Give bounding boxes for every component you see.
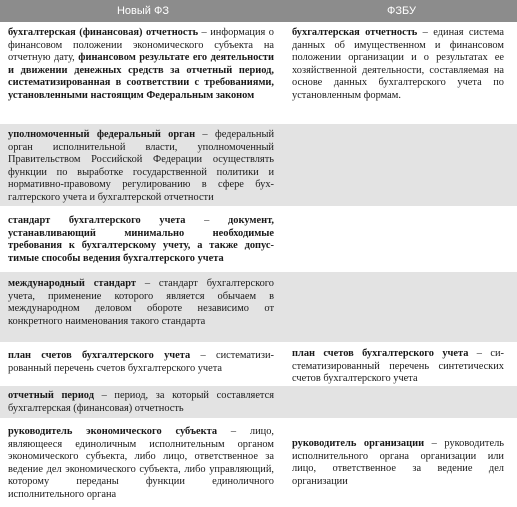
- definition-text: – систематизированный перечень синтетических счетов бухгалтерского учета: [292, 348, 504, 385]
- definition-text: – федеральный орган исполнительной власти, уполномоченный Правительством Российской Федерации осуществлять функции по выработке государственной политики и нормативно-правовому регулированию в сфере бухгалтерского учета и бухгалтерской отчетности: [8, 129, 274, 203]
- definition-text: – руководитель исполнительного органа организации или лицо, ответственное за ведение дел организации: [292, 438, 505, 487]
- definition-new-law: [8, 27, 274, 103]
- term: бухгалтерская отчетность: [292, 27, 418, 38]
- definition-new-law: [8, 350, 274, 375]
- definition-text: – единая система данных об имущественном и финансовом положении организации и о результатах ее хозяйственной деятельности, составляемая на основе данных бухгалтерского учета по установленным формам.: [292, 27, 504, 101]
- term: план счетов бухгалтерского учета: [8, 350, 191, 361]
- definition-highlight: финансовом результате его деятельности и движении денежных средств за отчетный период, систематизированная в соответствии с требованиями, установленными настоящим Федеральным законом: [8, 52, 274, 101]
- header-fzbu: ФЗБУ: [387, 5, 416, 17]
- definition-text: – стандарт бухгалтерского учета, применение которого является обычаем в международном деловом обороте независимо от конкретного наименования такого стандарта: [8, 278, 274, 327]
- term: стандарт бухгалтерского учета: [8, 215, 186, 226]
- table-row: [0, 344, 517, 384]
- definition-highlight: документ, устанавливающий минимально необходимые требования к бухгалтерскому учету, а также допустимые способы ведения бухгалтерского учета: [8, 215, 274, 264]
- table-header: [0, 0, 517, 22]
- definition-text: – систематизированный перечень счетов бухгалтерского учета: [8, 350, 274, 374]
- definition-new-law: [8, 278, 274, 328]
- header-new-law: Новый ФЗ: [116, 5, 170, 17]
- term: план счетов бухгалтерского учета: [292, 348, 469, 359]
- definition-fzbu: [292, 348, 504, 386]
- definition-fzbu: [292, 438, 504, 488]
- term: бухгалтерская (финансовая) отчетность: [8, 27, 199, 38]
- term: уполномоченный федеральный орган: [8, 129, 196, 140]
- definition-text: – лицо, являющееся единоличным исполнительным органом экономического субъекта, либо лицо, ответственное за ведение дел экономического субъекта, либо управляющий, которому переданы функции единоличного исполнительного органа: [8, 426, 274, 500]
- definition-text: –: [185, 215, 229, 226]
- definition-fzbu: [292, 27, 504, 103]
- definition-new-law: [8, 215, 274, 265]
- term: руководитель экономического субъекта: [8, 426, 218, 437]
- term: отчетный период: [8, 390, 94, 401]
- table-row: [0, 420, 517, 507]
- term: международный стандарт: [8, 278, 136, 289]
- definition-new-law: [8, 129, 274, 205]
- definition-text: – информация о финансовом положении экономического субъекта на отчетную дату,: [8, 27, 274, 64]
- definition-new-law: [8, 390, 274, 415]
- table-row: [0, 24, 517, 124]
- term: руководитель организации: [292, 438, 425, 449]
- table-row: [0, 124, 517, 206]
- table-row: [0, 206, 517, 270]
- definition-new-law: [8, 426, 274, 502]
- table-row: [0, 386, 517, 418]
- table-row: [0, 272, 517, 342]
- definition-text: – период, за который составляется бухгалтерская (финансовая) отчетность: [8, 390, 274, 414]
